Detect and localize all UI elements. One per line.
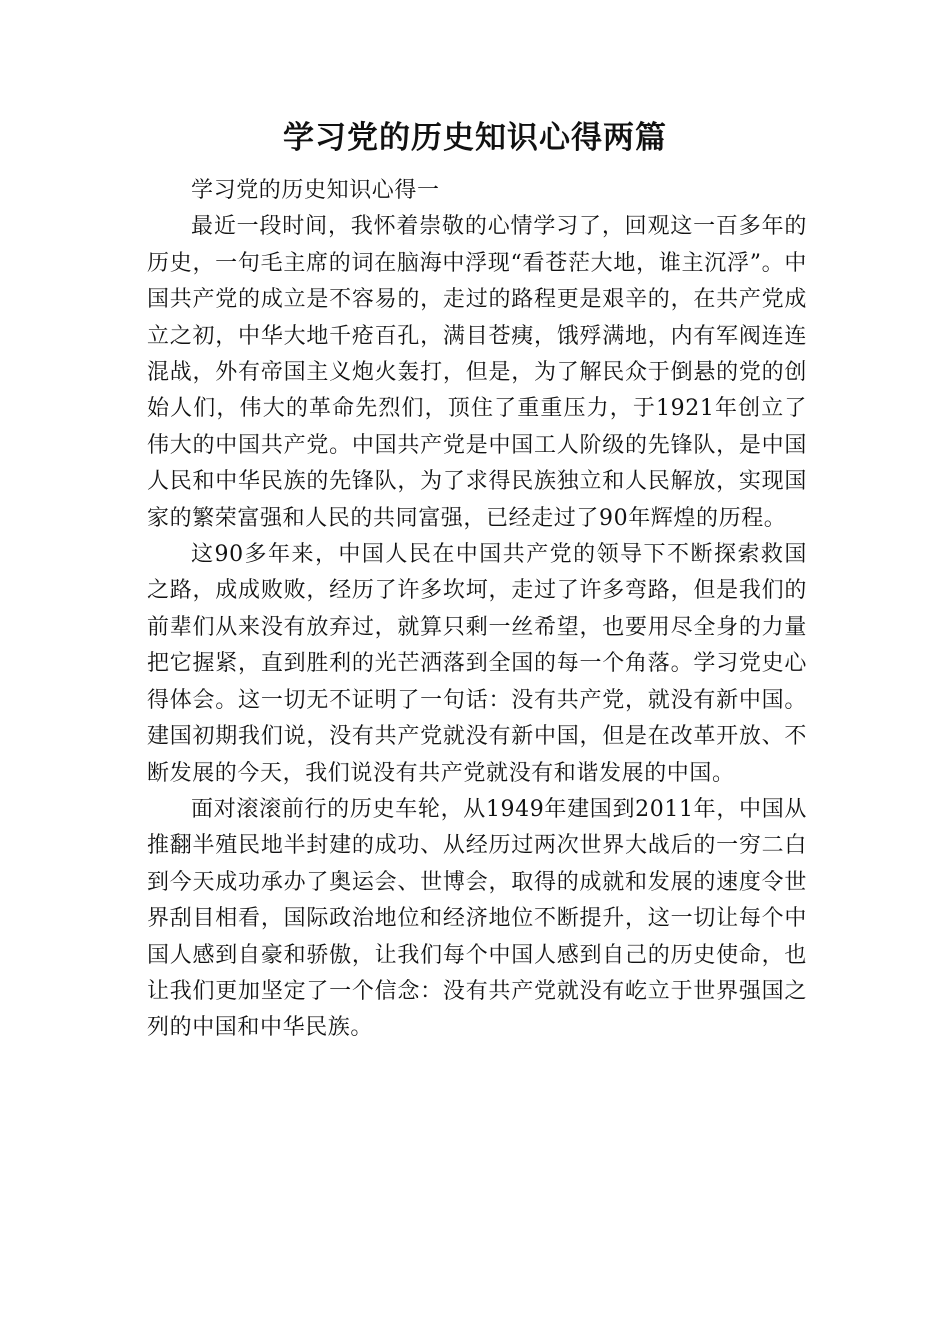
section-heading: 学习党的历史知识心得一 (191, 178, 440, 203)
paragraph-2: 这90多年来，中国人民在中国共产党的领导下不断探索救国之路，成成败败，经历了许多坎坷，走过了许多弯路，但是我们的前辈们从来没有放弃过，就算只剩一丝希望，也要用尽全身的力量把它握紧，直到胜利的光芒洒落到全国的每一个角落。学习党史心得体会。这一切无不证明了一句话：没有共产党，就没有新中国。建国初期我们说，没有共产党就没有新中国，但是在改革开放、不断发展的今天，我们说没有共产党就没有和谐发展的中国。 (147, 542, 807, 786)
document-title: 学习党的历史知识心得两篇 (283, 120, 667, 156)
paragraph-3: 面对滚滚前行的历史车轮，从1949年建国到2011年，中国从推翻半殖民地半封建的成功、从经历过两次世界大战后的一穷二白到今天成功承办了奥运会、世博会，取得的成就和发展的速度令世界刮目相看，国际政治地位和经济地位不断提升，这一切让每个中国人感到自豪和骄傲，让我们每个中国人感到自己的历史使命，也让我们更加坚定了一个信念：没有共产党就没有屹立于世界强国之列的中国和中华民族。 (147, 796, 807, 1041)
document-body (147, 173, 807, 1047)
paragraph-1: 最近一段时间，我怀着崇敬的心情学习了，回观这一百多年的历史，一句毛主席的词在脑海中浮现“看苍茫大地，谁主沉浮”。中国共产党的成立是不容易的，走过的路程更是艰辛的，在共产党成立之初，中华大地千疮百孔，满目苍痍，饿殍满地，内有军阀连连混战，外有帝国主义炮火轰打，但是，为了解民众于倒悬的党的创始人们，伟大的革命先烈们，顶住了重重压力，于1921年创立了伟大的中国共产党。中国共产党是中国工人阶级的先锋队，是中国人民和中华民族的先锋队，为了求得民族独立和人民解放，实现国家的繁荣富强和人民的共同富强，已经走过了90年辉煌的历程。 (147, 214, 807, 531)
